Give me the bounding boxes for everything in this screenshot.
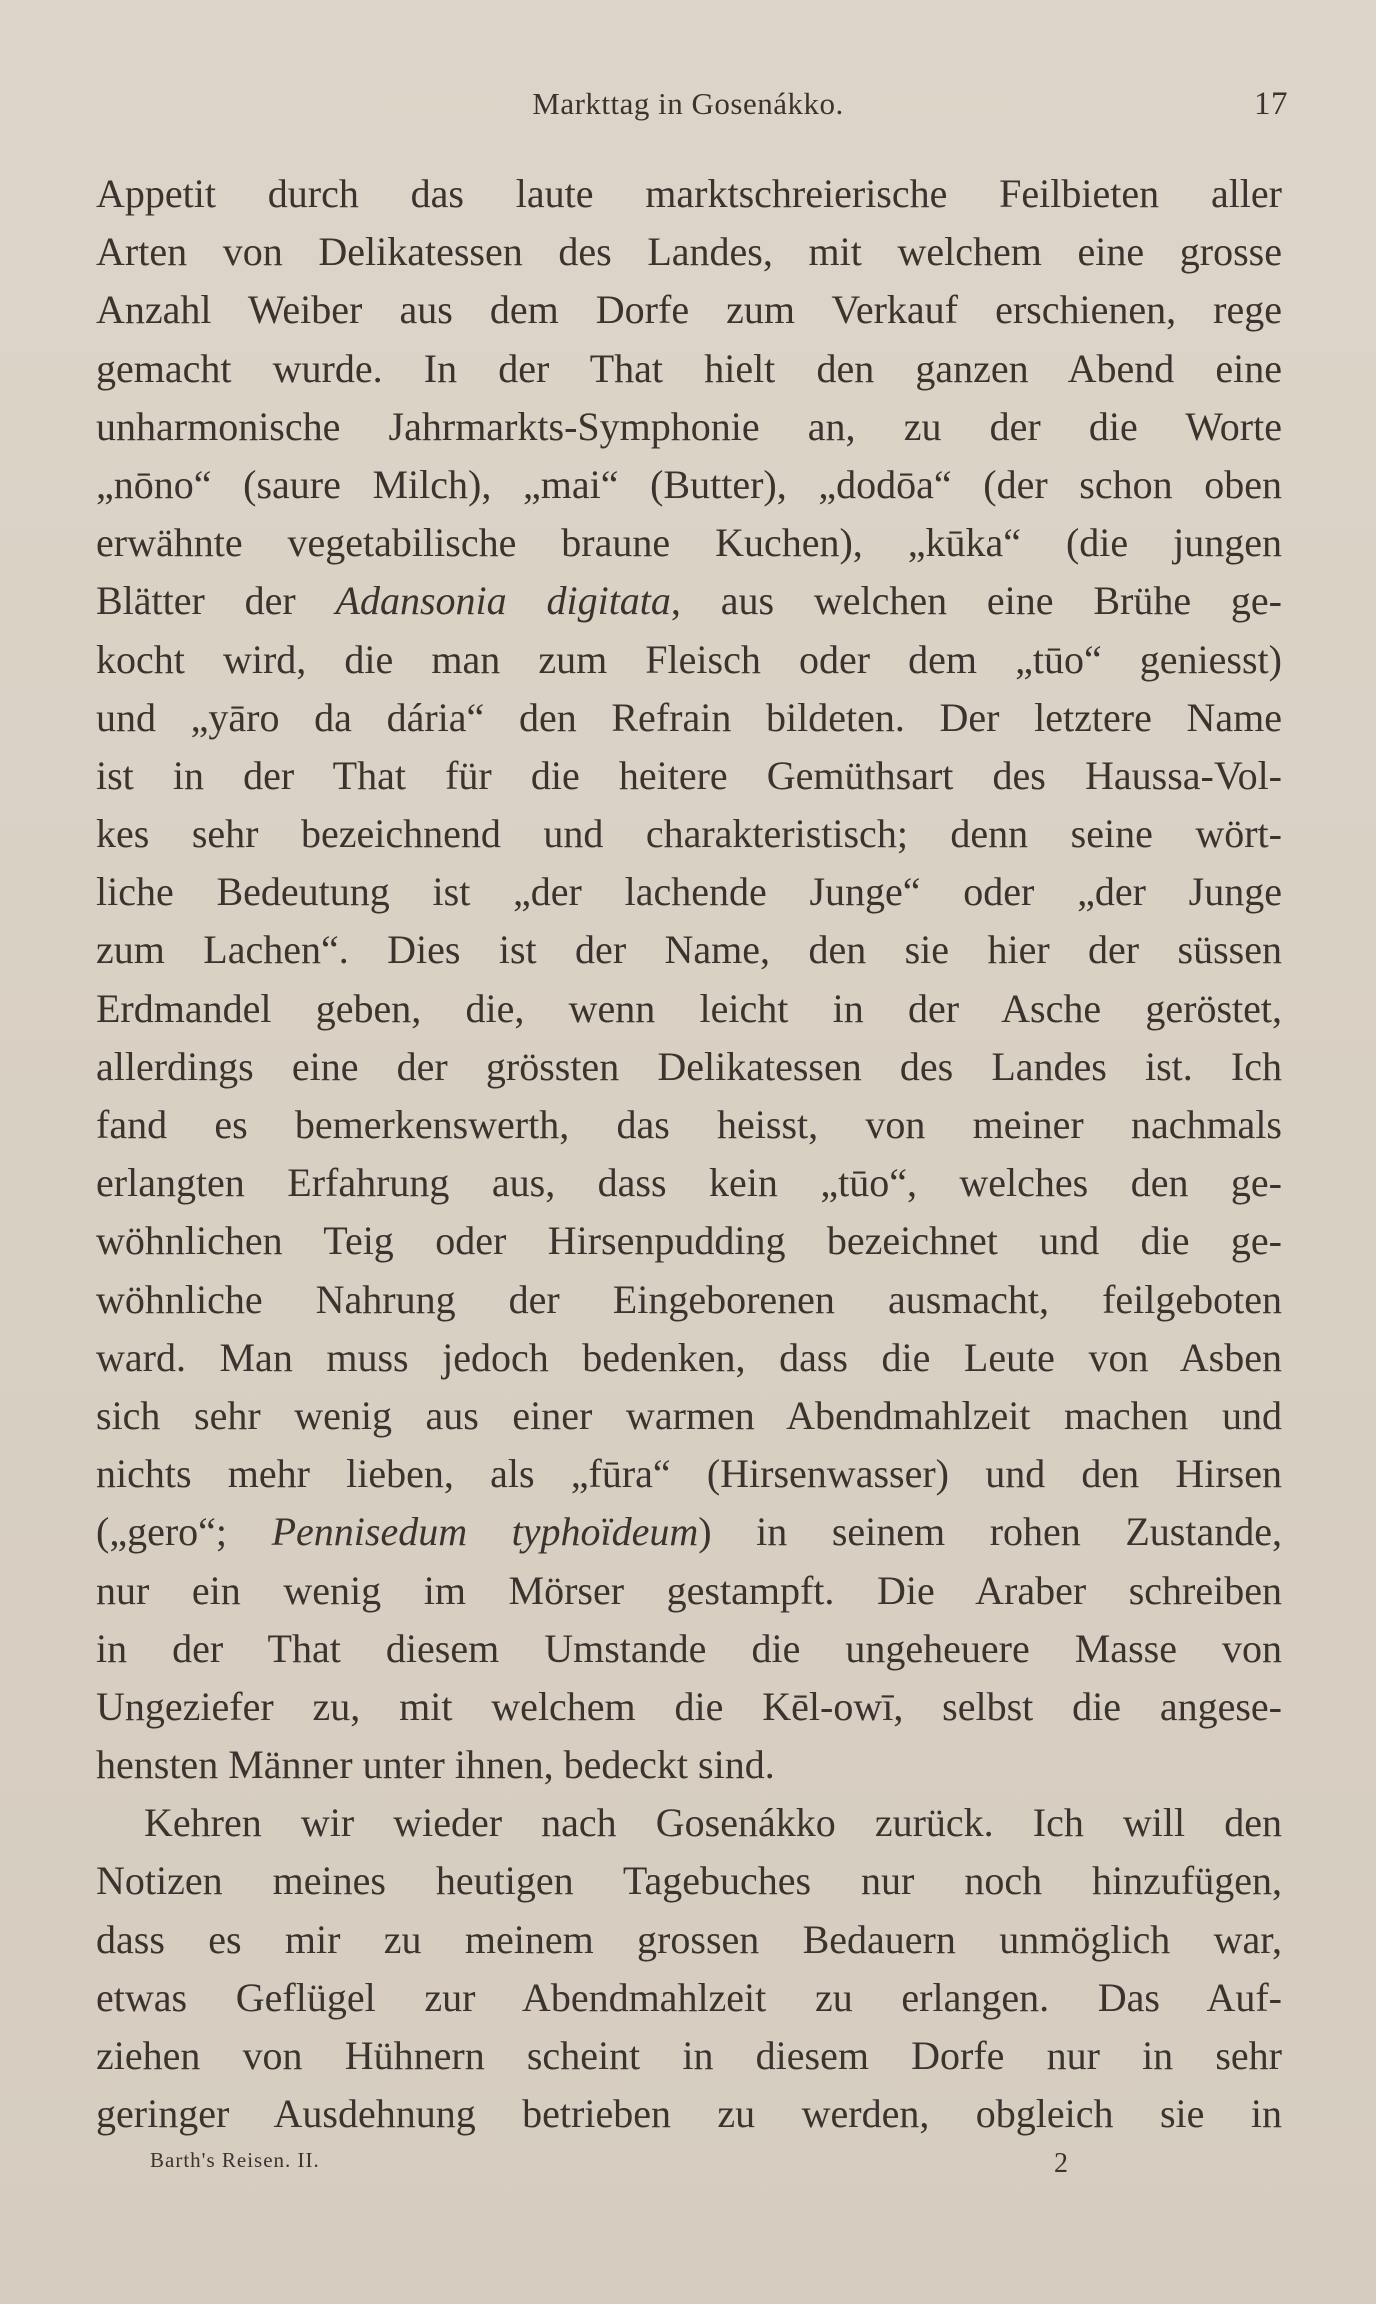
text-run: Blätter der (96, 578, 336, 624)
text-line: wöhnliche Nahrung der Eingeborenen ausmacht, feilgeboten (96, 1276, 1282, 1322)
text-line: ist in der That für die heitere Gemüthsart des Haussa-Vol- (96, 752, 1282, 798)
text-line: erlangten Erfahrung aus, dass kein „tūo“, welches den ge- (96, 1160, 1282, 1206)
text-line: ziehen von Hühnern scheint in diesem Dorfe nur in sehr (96, 2033, 1282, 2078)
text-run: , aus welchen eine Brühe ge- (670, 578, 1282, 624)
italic-species-name: Adansonia digitata (335, 578, 671, 624)
text-line: und „yāro da dária“ den Refrain bildeten. Der letztere Name (96, 694, 1282, 740)
running-head (0, 86, 1376, 126)
text-line: Appetit durch das laute marktschreierische Feilbieten aller (96, 171, 1282, 216)
page-number: 17 (1254, 86, 1288, 122)
paragraph-first-line: Kehren wir wieder nach Gosenákko zurück. Ich will den (144, 1800, 1282, 1846)
text-line: sich sehr wenig aus einer warmen Abendmahlzeit machen und (96, 1392, 1282, 1438)
text-line: Erdmandel geben, die, wenn leicht in der Asche geröstet, (96, 985, 1282, 1031)
text-line: wöhnlichen Teig oder Hirsenpudding bezeichnet und die ge- (96, 1218, 1282, 1264)
text-line: Arten von Delikatessen des Landes, mit welchem eine grosse (96, 229, 1282, 275)
text-line: „nōno“ (saure Milch), „mai“ (Butter), „dodōa“ (der schon oben (96, 461, 1282, 507)
text-line: liche Bedeutung ist „der lachende Junge“ oder „der Junge (96, 869, 1282, 915)
text-line: etwas Geflügel zur Abendmahlzeit zu erlangen. Das Auf- (96, 1974, 1282, 2020)
text-run: („gero“; (96, 1509, 272, 1555)
text-line: Notizen meines heutigen Tagebuches nur noch hinzufügen, (96, 1858, 1282, 1904)
text-line: gemacht wurde. In der That hielt den ganzen Abend eine (96, 345, 1282, 391)
text-line: fand es bemerkenswerth, das heisst, von meiner nachmals (96, 1102, 1282, 1147)
text-line: Anzahl Weiber aus dem Dorfe zum Verkauf erschienen, rege (96, 287, 1282, 333)
text-line: geringer Ausdehnung betrieben zu werden, obgleich sie in (96, 2091, 1282, 2137)
printer-signature: Barth's Reisen. II. (150, 2148, 320, 2172)
text-line: kocht wird, die man zum Fleisch oder dem „tūo“ geniesst) (96, 636, 1282, 682)
text-line: in der That diesem Umstande die ungeheuere Masse von (96, 1625, 1282, 1671)
text-line: allerdings eine der grössten Delikatessen des Landes ist. Ich (96, 1043, 1282, 1089)
paragraph-last-line: hensten Männer unter ihnen, bedeckt sind. (96, 1742, 775, 1788)
text-line-with-italic (96, 572, 1282, 630)
text-line: erwähnte vegetabilische braune Kuchen), „kūka“ (die jungen (96, 520, 1282, 566)
text-run: ) in seinem rohen Zustande, (698, 1509, 1282, 1555)
body-text (96, 165, 1282, 2143)
text-line: nichts mehr lieben, als „fūra“ (Hirsenwasser) und den Hirsen (96, 1451, 1282, 1497)
text-line: Ungeziefer zu, mit welchem die Kēl-owī, selbst die angese- (96, 1683, 1282, 1729)
text-line: ward. Man muss jedoch bedenken, dass die Leute von Asben (96, 1334, 1282, 1380)
text-line: kes sehr bezeichnend und charakteristisch; denn seine wört- (96, 811, 1282, 857)
text-line: zum Lachen“. Dies ist der Name, den sie hier der süssen (96, 927, 1282, 973)
text-line-with-italic (96, 1503, 1282, 1561)
text-line: unharmonische Jahrmarkts-Symphonie an, zu der die Worte (96, 403, 1282, 449)
page-footer (0, 2148, 1376, 2188)
italic-species-name: Pennisedum typhoïdeum (271, 1509, 699, 1555)
sheet-mark: 2 (1054, 2148, 1068, 2179)
text-line: nur ein wenig im Mörser gestampft. Die Araber schreiben (96, 1567, 1282, 1613)
running-head-title: Markttag in Gosenákko. (532, 86, 844, 121)
text-line: dass es mir zu meinem grossen Bedauern unmöglich war, (96, 1916, 1282, 1962)
